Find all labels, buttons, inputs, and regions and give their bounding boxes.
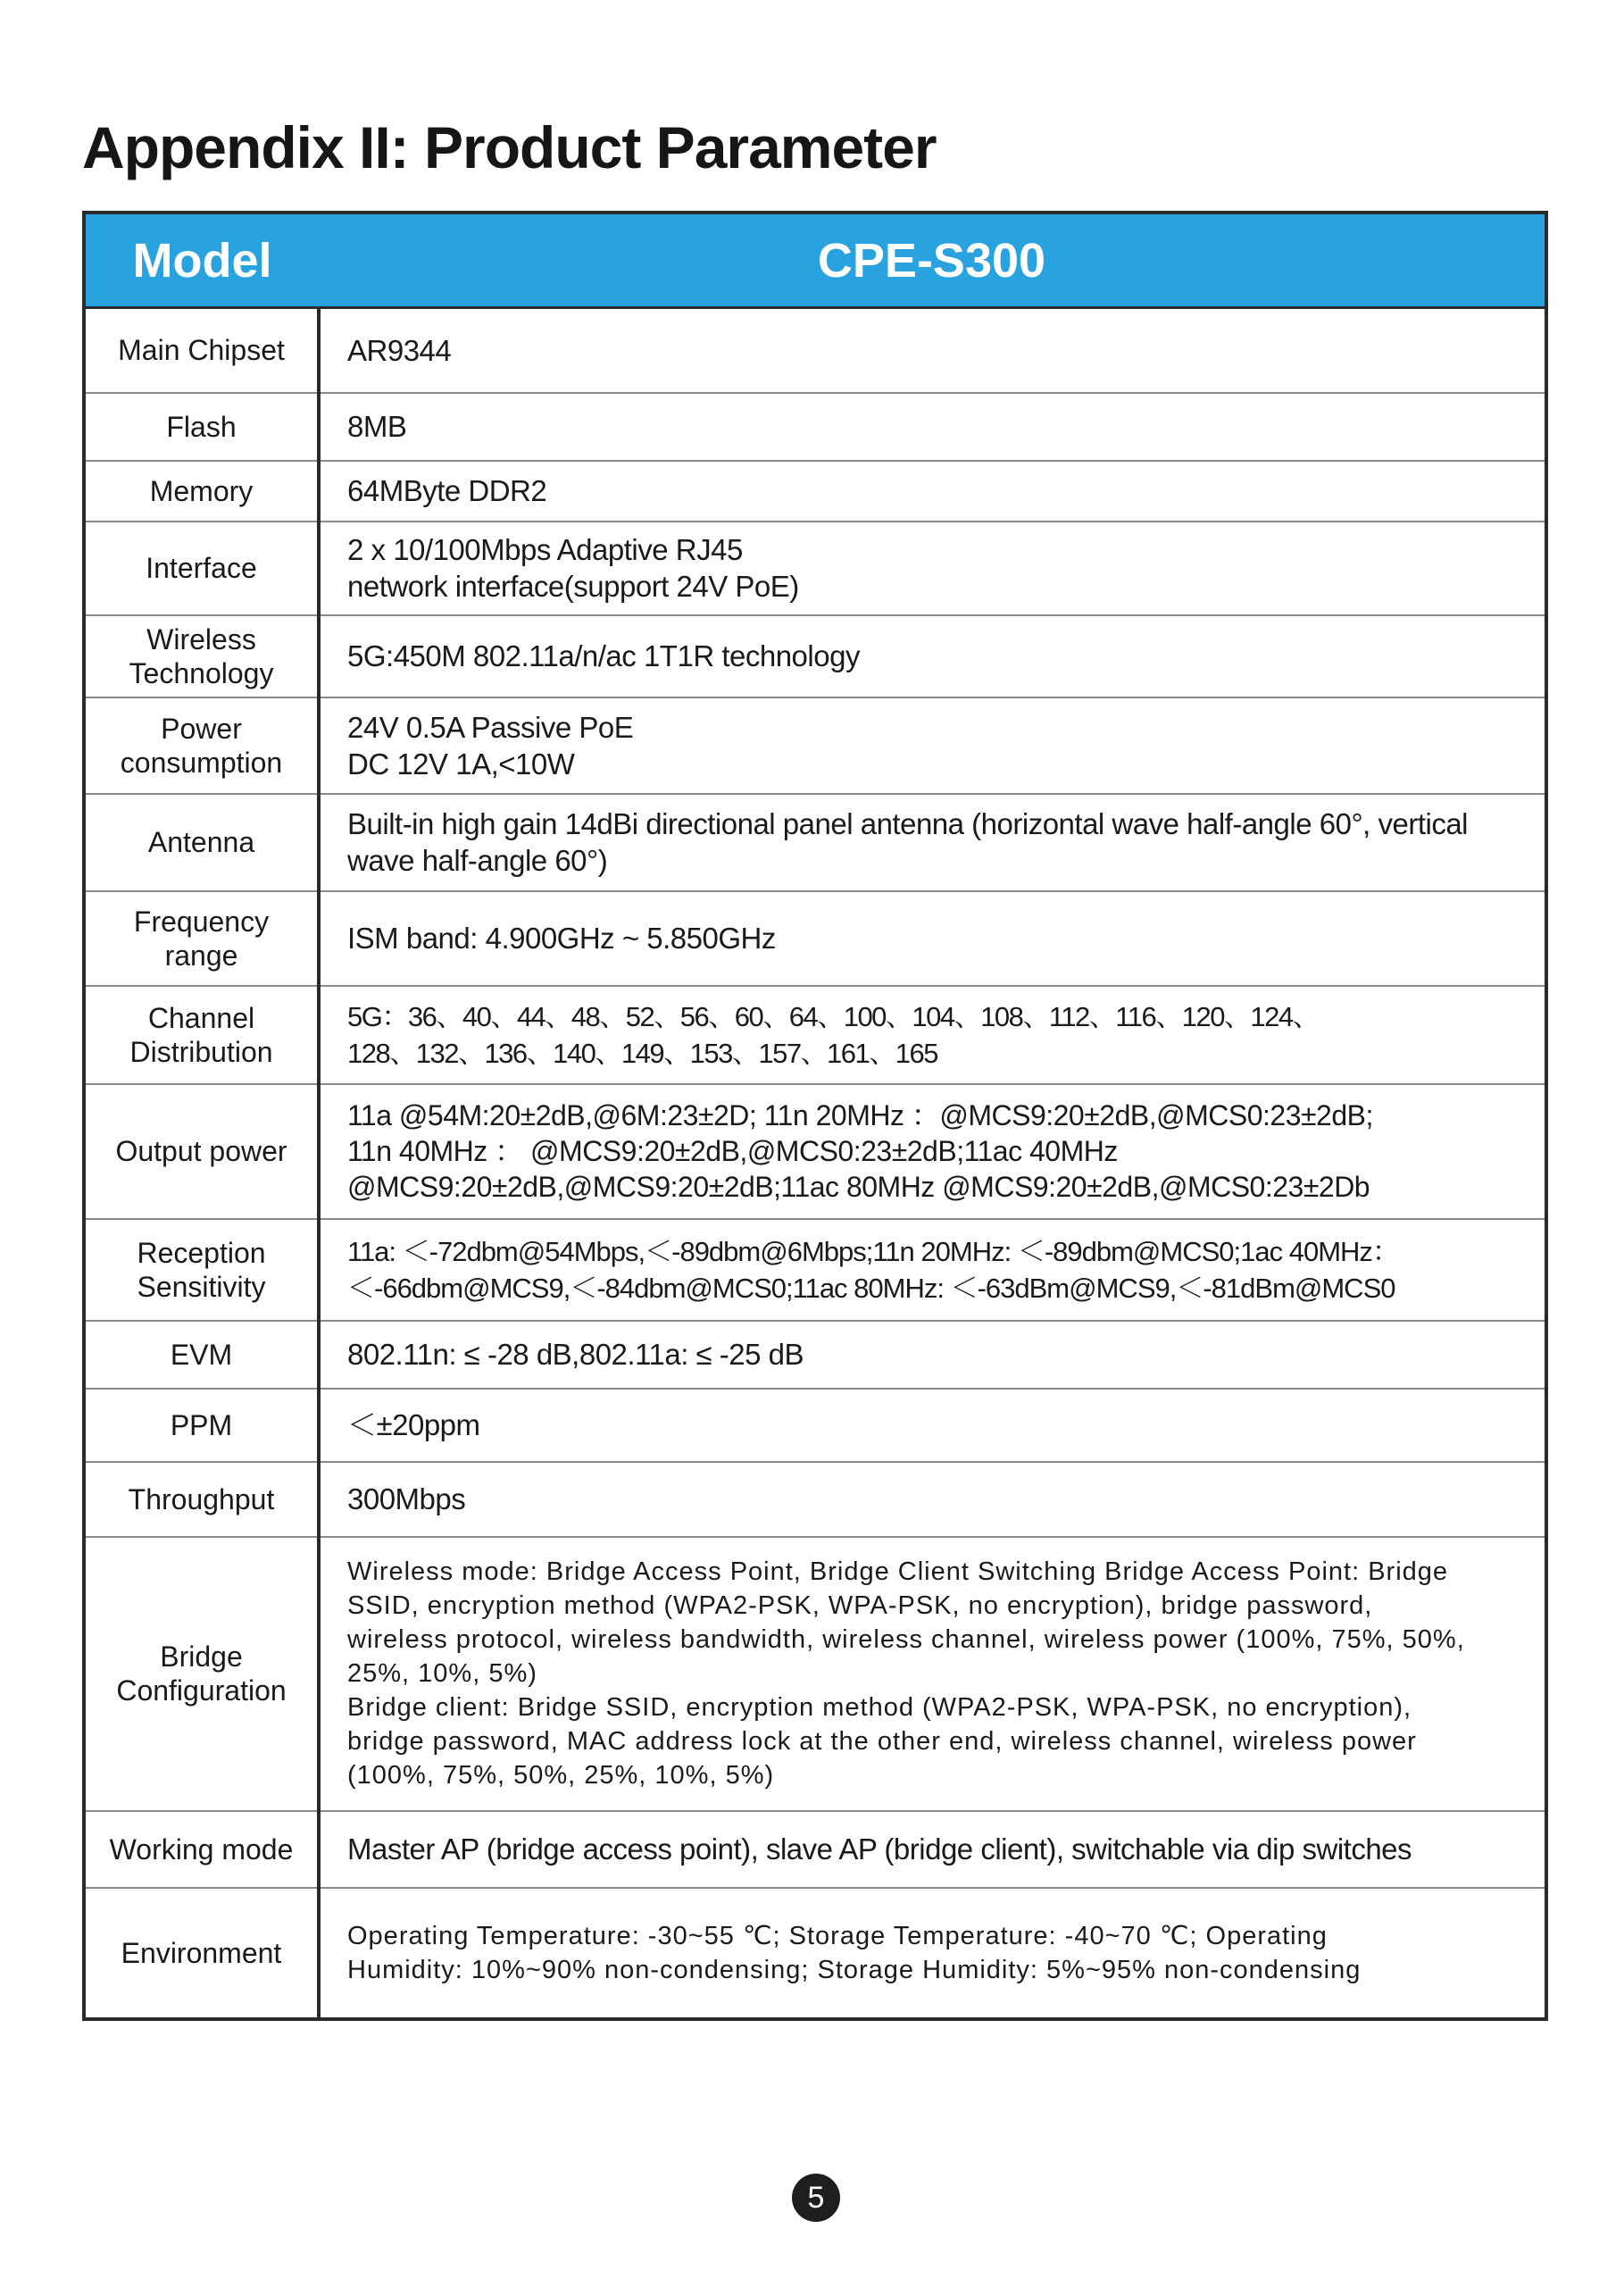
row-value: Operating Temperature: -30~55 ℃; Storage Temperature: -40~70 ℃; Operating Humidity: 10%~90% non-condensing; Storage Humidity: 5%~95% non-condensing xyxy=(319,1888,1546,2019)
row-value: Built-in high gain 14dBi directional panel antenna (horizontal wave half-angle 60°, vertical wave half-angle 60°) xyxy=(319,794,1546,891)
table-row xyxy=(84,1462,1546,1537)
row-label: Channel Distribution xyxy=(84,986,319,1084)
row-value: 5G：36、40、44、48、52、56、60、64、100、104、108、112、116、120、124、 128、132、136、140、149、153、157、161、165 xyxy=(319,986,1546,1084)
table-row xyxy=(84,308,1546,393)
row-value: ISM band: 4.900GHz ~ 5.850GHz xyxy=(319,891,1546,986)
table-row xyxy=(84,461,1546,522)
row-label: Working mode xyxy=(84,1811,319,1888)
row-label: Environment xyxy=(84,1888,319,2019)
page-title: Appendix II: Product Parameter xyxy=(82,114,937,180)
table-row xyxy=(84,615,1546,697)
row-value: 11a @54M:20±2dB,@6M:23±2D; 11n 20MHz ：@MCS9:20±2dB,@MCS0:23±2dB; 11n 40MHz ： @MCS9:20±2dB,@MCS0:23±2dB;11ac 40MHz @MCS9:20±2dB,@MCS9:20±2dB;11ac 80MHz @MCS9:20±2dB,@MCS0:23±2Db xyxy=(319,1084,1546,1219)
row-value: 11a: ＜-72dbm@54Mbps,＜-89dbm@6Mbps;11n 20MHz: ＜-89dbm@MCS0;1ac 40MHz： ＜-66dbm@MCS9,＜-84dbm@MCS0;11ac 80MHz: ＜-63dBm@MCS9,＜-81dBm@MCS0 xyxy=(319,1219,1546,1321)
row-label: Reception Sensitivity xyxy=(84,1219,319,1321)
row-label: PPM xyxy=(84,1389,319,1462)
table-row xyxy=(84,1811,1546,1888)
page-number-badge: 5 xyxy=(792,2174,840,2222)
table-row xyxy=(84,1389,1546,1462)
table-row xyxy=(84,522,1546,615)
row-label: EVM xyxy=(84,1321,319,1389)
header-model: Model xyxy=(84,213,319,308)
row-value: 8MB xyxy=(319,393,1546,461)
table-row xyxy=(84,393,1546,461)
table-row xyxy=(84,1084,1546,1219)
row-label: Output power xyxy=(84,1084,319,1219)
row-value: AR9344 xyxy=(319,308,1546,393)
row-label: Throughput xyxy=(84,1462,319,1537)
row-label: Flash xyxy=(84,393,319,461)
table-row xyxy=(84,1321,1546,1389)
row-value: 24V 0.5A Passive PoE DC 12V 1A,<10W xyxy=(319,697,1546,794)
row-value: ＜±20ppm xyxy=(319,1389,1546,1462)
row-label: Frequency range xyxy=(84,891,319,986)
row-label: Antenna xyxy=(84,794,319,891)
row-label: Bridge Configuration xyxy=(84,1537,319,1811)
table-row xyxy=(84,794,1546,891)
row-value: 5G:450M 802.11a/n/ac 1T1R technology xyxy=(319,615,1546,697)
row-value: 2 x 10/100Mbps Adaptive RJ45 network interface(support 24V PoE) xyxy=(319,522,1546,615)
row-label: Wireless Technology xyxy=(84,615,319,697)
table-row xyxy=(84,1219,1546,1321)
row-label: Interface xyxy=(84,522,319,615)
row-label: Main Chipset xyxy=(84,308,319,393)
table-header-row xyxy=(84,213,1546,308)
product-parameter-table xyxy=(82,211,1548,2021)
row-value: 64MByte DDR2 xyxy=(319,461,1546,522)
row-value: Wireless mode: Bridge Access Point, Bridge Client Switching Bridge Access Point: Bridge SSID, encryption method (WPA2-PSK, WPA-PSK, no encryption), bridge password, wireless protocol, wireless bandwidth, wireless channel, wireless power (100%, 75%, 50%, 25%, 10%, 5%) Bridge client: Bridge SSID, encryption method (WPA2-PSK, WPA-PSK, no encryption), bridge password, MAC address lock at the other end, wireless channel, wireless power (100%, 75%, 50%, 25%, 10%, 5%) xyxy=(319,1537,1546,1811)
row-value: 300Mbps xyxy=(319,1462,1546,1537)
table-row xyxy=(84,986,1546,1084)
table-row xyxy=(84,891,1546,986)
row-value: Master AP (bridge access point), slave AP (bridge client), switchable via dip switches xyxy=(319,1811,1546,1888)
table-row xyxy=(84,1888,1546,2019)
header-model-name: CPE-S300 xyxy=(319,213,1546,308)
row-label: Power consumption xyxy=(84,697,319,794)
row-value: 802.11n: ≤ -28 dB,802.11a: ≤ -25 dB xyxy=(319,1321,1546,1389)
table-row xyxy=(84,1537,1546,1811)
table-row xyxy=(84,697,1546,794)
row-label: Memory xyxy=(84,461,319,522)
